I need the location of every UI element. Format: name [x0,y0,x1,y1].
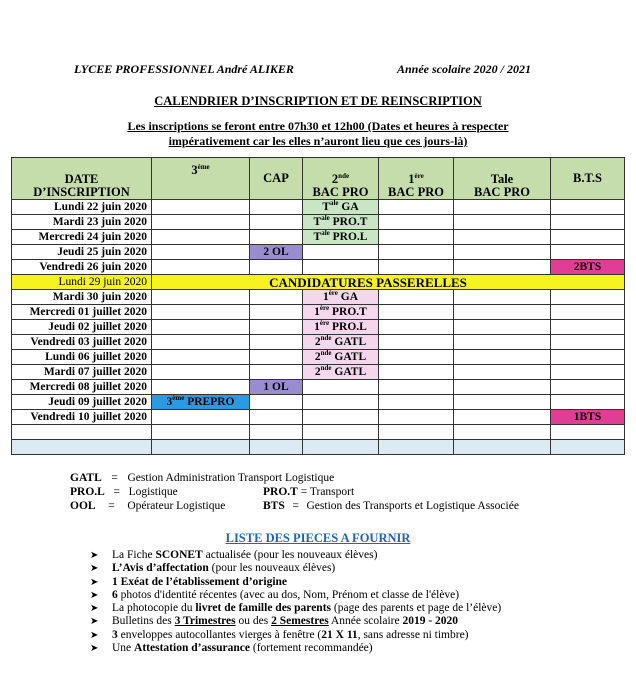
cell-3eme [152,305,250,320]
cell-cap [250,320,303,335]
cell-tale [454,230,551,245]
cell-pre: 1 [314,320,320,333]
legend-abbr: PRO.L [70,486,105,498]
cell-sup: ale [329,198,339,207]
cell-tale [454,290,551,305]
cell-2nde [303,200,379,215]
cell-3eme [152,410,250,425]
arrow-bullet-icon: ➤ [90,589,99,601]
piece-bold: 3 Trimestres [174,615,236,628]
legend-eq: = [113,486,120,498]
cell-2nde [303,410,379,425]
cell-3eme [152,350,250,365]
page-title: CALENDRIER D’INSCRIPTION ET DE REINSCRIPTION [154,94,482,108]
cell-post: GATL [331,350,367,363]
cell-2nde [303,320,379,335]
cell-sup: ale [321,228,330,237]
piece-bold: 2 Semestres [271,615,329,628]
cell-3eme [152,245,250,260]
cell-bts [551,200,625,215]
cell-tale [454,320,551,335]
table-row [12,290,625,305]
list-item [90,602,501,615]
piece-text: Bulletins des [112,615,175,628]
cell-3eme [152,380,250,395]
cell-sup: nde [320,333,332,342]
date-cell: Vendredi 26 juin 2020 [12,260,152,275]
date-cell: Vendredi 10 juillet 2020 [12,410,152,425]
cell-empty [303,425,379,440]
table-row-empty [12,440,625,455]
legend-ool [70,499,225,513]
cell-empty [152,440,250,455]
cell-empty [454,440,551,455]
legend-abbr: OOL [70,500,96,512]
piece-text: enveloppes autocollantes vierges à fenêtre ( [117,628,322,641]
date-cell: Mardi 30 juin 2020 [12,290,152,305]
arrow-bullet-icon: ➤ [90,563,99,575]
cell-bts [551,245,625,260]
header-cap: CAP [250,158,303,200]
cell-2nde [303,395,379,410]
cell-bts: 1BTS [551,410,625,425]
cell-tale [454,200,551,215]
banner-text: CANDIDATURES PASSERELLES [269,274,467,290]
cell-cap [250,350,303,365]
cell-bts [551,350,625,365]
cell-bts [551,290,625,305]
cell-1ere [379,320,454,335]
list-item [90,562,501,575]
cell-cap [250,230,303,245]
header-date-l2: D’INSCRIPTION [33,185,130,199]
date-cell: Mardi 07 juillet 2020 [12,365,152,380]
cell-2nde [303,245,379,260]
legend-eq: = [300,486,308,498]
legend-prot [263,485,354,499]
cell-3eme [152,230,250,245]
cell-1ere [379,350,454,365]
table-row [12,275,625,290]
cell-2nde [303,215,379,230]
cell-cap: 1 OL [250,380,303,395]
cell-bts [551,335,625,350]
cell-2nde [303,305,379,320]
header-2nde-base: 2 [331,172,339,186]
date-cell: Jeudi 25 juin 2020 [12,245,152,260]
pieces-title: LISTE DES PIECES A FOURNIR [225,531,411,545]
piece-text: ou des [235,615,272,628]
header-date-l1: DATE [64,172,99,186]
table-row [12,200,625,215]
cell-empty [379,425,454,440]
header-tale-l2: BAC PRO [474,185,530,199]
piece-text: (page des parents et page de l’élève) [331,602,502,615]
cell-1ere [379,215,454,230]
table-row [12,215,625,230]
header-1ere-sup: ère [414,171,424,180]
legend-gatl [70,471,334,485]
cell-cap [250,260,303,275]
date-cell: Mercredi 24 juin 2020 [12,230,152,245]
piece-bold: 1 Exéat de l’établissement d’origine [112,575,288,588]
cell-bts: 2BTS [551,260,625,275]
cell-empty [379,440,454,455]
cell-sup: nde [320,363,332,372]
cell-bts [551,320,625,335]
school-name: LYCEE PROFESSIONNEL André ALIKER [74,62,294,76]
cell-2nde [303,290,379,305]
piece-text: (pour les nouveaux élèves) [208,562,336,575]
table-row [12,320,625,335]
cell-1ere [379,365,454,380]
date-cell: Jeudi 02 juillet 2020 [12,320,152,335]
table-row [12,350,625,365]
cell-bts [551,365,625,380]
cell-2nde [303,350,379,365]
legend-eq: = [292,500,299,512]
cell-cap [250,305,303,320]
cell-empty [454,425,551,440]
date-cell: Mercredi 08 juillet 2020 [12,380,152,395]
date-cell: Vendredi 03 juillet 2020 [12,335,152,350]
header-3eme-sup: ème [197,162,210,171]
notice-line-1: Les inscriptions se feront entre 07h30 et 12h00 (Dates et heures à respecter [127,119,509,133]
cell-sup: nde [320,348,332,357]
cell-empty [551,440,625,455]
cell-3eme [152,290,250,305]
cell-tale [454,215,551,230]
cell-3eme [152,200,250,215]
date-cell: Lundi 22 juin 2020 [12,200,152,215]
legend-abbr: PRO.T [263,486,298,498]
table-row [12,245,625,260]
header-2nde [303,158,379,200]
piece-text: La photocopie du [112,602,196,615]
cell-cap [250,290,303,305]
piece-text: Année scolaire [328,615,403,628]
cell-pre: 2 [314,365,321,378]
cell-sup: ale [321,213,330,222]
list-item [90,589,501,602]
date-cell: Lundi 29 juin 2020 [12,275,152,290]
cell-3eme [152,260,250,275]
cell-cap [250,335,303,350]
arrow-bullet-icon: ➤ [90,629,99,641]
notice-line-2: impérativement car les elles n’auront lieu que ces jours-là) [168,134,468,148]
table-row-empty [12,425,625,440]
cell-post: PRO.T [329,215,368,228]
legend-eq: = [108,500,115,512]
cell-post: GATL [331,335,367,348]
table-row [12,395,625,410]
cell-empty [250,425,303,440]
piece-bold: L’Avis d’affectation [112,562,209,575]
cell-cap [250,410,303,425]
arrow-bullet-icon: ➤ [90,603,99,615]
cell-2nde [303,380,379,395]
cell-tale [454,335,551,350]
header-2nde-sup: nde [338,171,350,180]
header-3eme [152,158,250,200]
cell-tale [454,365,551,380]
cell-1ere [379,305,454,320]
cell-cap [250,200,303,215]
header-3eme-base: 3 [191,163,198,177]
table-row [12,380,625,395]
table-row [12,410,625,425]
piece-bold: 21 X 11 [321,628,358,641]
cell-1ere [379,380,454,395]
legend-text: Gestion Administration Transport Logistique [127,472,335,484]
cell-pre: 2 [314,335,321,348]
date-cell: Mardi 23 juin 2020 [12,215,152,230]
piece-bold: 6 [112,588,118,601]
cell-1ere [379,290,454,305]
table-row [12,305,625,320]
list-item [90,629,501,642]
cell-tale [454,260,551,275]
piece-text: actualisée (pour les nouveaux élèves) [202,549,378,561]
header-1ere-l2: BAC PRO [388,185,444,199]
cell-tale [454,410,551,425]
cell-tale [454,395,551,410]
cell-cap: 2 OL [250,245,303,260]
cell-bts [551,215,625,230]
arrow-bullet-icon: ➤ [90,576,99,588]
piece-text: La Fiche [112,549,156,561]
cell-bts [551,305,625,320]
cell-2nde [303,230,379,245]
cell-pre: 2 [314,350,321,363]
header-1ere [379,158,454,200]
piece-text: , sans adresse ni timbre) [357,628,469,641]
cell-3eme [152,395,250,410]
legend-text: Transport [309,486,355,498]
cell-1ere [379,335,454,350]
date-cell: Mercredi 01 juillet 2020 [12,305,152,320]
cell-post: PREPRO [184,395,235,408]
list-item [90,615,501,628]
cell-post: PRO.L [329,230,368,243]
header-date [12,158,152,200]
cell-cap [250,215,303,230]
cell-empty [250,440,303,455]
date-cell: Lundi 06 juillet 2020 [12,350,152,365]
cell-empty [303,440,379,455]
legend-prol [70,485,178,499]
cell-cap [250,395,303,410]
header-tale [454,158,551,200]
cell-bts [551,380,625,395]
school-year: Année scolaire 2020 / 2021 [397,62,531,76]
cell-empty [12,440,152,455]
cell-sup: ère [319,318,330,327]
legend-bts [263,499,519,513]
header-1ere-base: 1 [408,172,415,186]
legend-text: Opérateur Logistique [127,500,226,512]
header-2nde-l2: BAC PRO [312,185,369,199]
list-item [90,642,501,655]
cell-bts [551,230,625,245]
legend-abbr: BTS [263,500,285,512]
piece-bold: 2019 - 2020 [402,615,459,628]
cell-pre: T [313,230,322,243]
cell-post: GATL [331,365,367,378]
table-row [12,230,625,245]
cell-1ere [379,245,454,260]
legend-text: Gestion des Transports et Logistique Associée [306,500,519,512]
arrow-bullet-icon: ➤ [90,643,99,655]
cell-bts [551,395,625,410]
cell-1ere [379,260,454,275]
cell-sup: ème [172,393,185,402]
notice [0,119,636,149]
piece-text: Une [112,642,135,655]
header-bts: B.T.S [551,158,625,200]
cell-tale [454,305,551,320]
table-row [12,335,625,350]
header-tale-l1: Tale [490,172,514,186]
cell-post: PRO.T [329,305,367,318]
cell-tale [454,380,551,395]
piece-text: (fortement recommandée) [250,642,373,655]
list-item [90,549,501,562]
table-row [12,260,625,275]
calendar-table [11,157,625,455]
cell-sup: ère [328,288,338,297]
cell-empty [551,425,625,440]
cell-2nde [303,260,379,275]
cell-2nde [303,365,379,380]
cell-pre: T [313,215,322,228]
list-item [90,576,501,589]
cell-1ere [379,410,454,425]
pieces-list [90,549,501,655]
cell-pre: 1 [314,305,320,318]
cell-cap [250,365,303,380]
table-row [12,365,625,380]
cell-1ere [379,200,454,215]
cell-post: PRO.L [329,320,367,333]
cell-post: GA [338,200,359,213]
cell-2nde [303,335,379,350]
banner-cell [152,275,625,290]
piece-bold: 3 [112,628,118,641]
arrow-bullet-icon: ➤ [90,616,99,628]
cell-pre: T [322,200,330,213]
cell-sup: ère [319,303,330,312]
table-header-row [12,158,625,200]
date-cell: Jeudi 09 juillet 2020 [12,395,152,410]
cell-3eme [152,365,250,380]
cell-pre: 1 [322,290,329,303]
cell-post: GA [337,290,359,303]
arrow-bullet-icon: ➤ [90,550,99,561]
cell-empty [152,425,250,440]
cell-1ere [379,230,454,245]
piece-bold: SCONET [155,549,203,561]
cell-empty [12,425,152,440]
cell-3eme [152,320,250,335]
legend-eq: = [111,472,118,484]
legend-abbr: GATL [70,472,102,484]
cell-pre: 3 [166,395,173,408]
cell-3eme [152,215,250,230]
cell-1ere [379,395,454,410]
legend-text: Logistique [128,486,178,498]
piece-bold: Attestation d’assurance [134,642,250,655]
cell-tale [454,350,551,365]
cell-3eme [152,335,250,350]
cell-tale [454,245,551,260]
piece-text: photos d'identité récentes (avec au dos, Nom, Prénom et classe de l'élève) [117,588,460,601]
piece-bold: livret de famille des parents [195,602,332,615]
